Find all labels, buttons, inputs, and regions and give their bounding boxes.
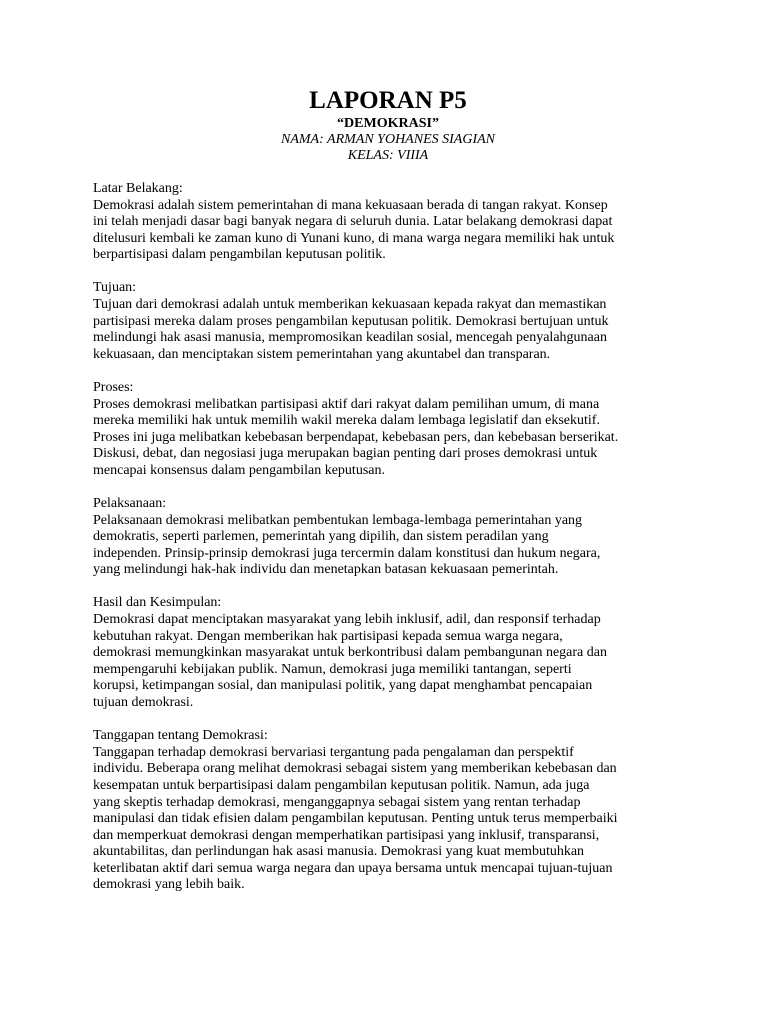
section-heading: Pelaksanaan: [93, 496, 167, 511]
section-paragraph [93, 397, 683, 480]
paragraph-line: yang melindungi hak-hak individu dan menetapkan batasan kekuasaan pemerintah. [93, 562, 559, 578]
section-heading: Tujuan: [93, 280, 137, 296]
paragraph-line: ini telah menjadi dasar bagi banyak negara di seluruh dunia. Latar belakang demokrasi dapat [93, 214, 613, 230]
paragraph-line: Tanggapan terhadap demokrasi bervariasi tergantung pada pengalaman dan perspektif [93, 744, 574, 760]
paragraph-line: Pelaksanaan demokrasi melibatkan pembentukan lembaga-lembaga pemerintahan yang [93, 512, 583, 528]
paragraph-line: tujuan demokrasi. [93, 695, 194, 711]
section-heading: Tanggapan tentang Demokrasi: [93, 728, 268, 744]
paragraph-line: Demokrasi dapat menciptakan masyarakat yang lebih inklusif, adil, dan responsif terhadap [93, 612, 601, 628]
section-heading: Proses: [93, 379, 134, 395]
paragraph-line: berpartisipasi dalam pengambilan keputusan politik. [93, 247, 386, 263]
paragraph-line: yang skeptis terhadap demokrasi, menganggapnya sebagai sistem yang rentan terhadap [93, 794, 581, 810]
section-heading: Latar Belakang: [93, 181, 183, 196]
section-paragraph [93, 198, 683, 264]
paragraph-line: partisipasi mereka dalam proses pengambilan keputusan politik. Demokrasi bertujuan untuk [93, 313, 609, 329]
paragraph-line: kebutuhan rakyat. Dengan memberikan hak partisipasi kepada semua warga negara, [93, 628, 563, 644]
paragraph-line: Diskusi, debat, dan negosiasi juga merupakan bagian penting dari proses demokrasi untuk [93, 446, 598, 462]
section-paragraph [93, 612, 683, 712]
section-paragraph [93, 745, 683, 894]
student-class: KELAS: VIIIA [347, 148, 429, 163]
paragraph-line: demokratis, seperti parlemen, pemerintah yang dipilih, dan sistem peradilan yang [93, 529, 549, 545]
paragraph-line: keterlibatan aktif dari semua warga negara dan upaya bersama untuk mencapai tujuan-tujuan [93, 860, 613, 876]
paragraph-line: mencapai konsensus dalam pengambilan keputusan. [93, 462, 385, 478]
paragraph-line: Proses demokrasi melibatkan partisipasi aktif dari rakyat dalam pemilihan umum, di mana [93, 396, 600, 412]
section-1 [93, 280, 683, 363]
paragraph-line: korupsi, ketimpangan sosial, dan manipulasi politik, yang dapat menghambat pencapaian [93, 678, 593, 694]
document-subtitle: “DEMOKRASI” [337, 116, 439, 131]
document-header [93, 86, 683, 164]
paragraph-line: demokrasi yang lebih baik. [93, 877, 245, 893]
paragraph-line: kekuasaan, dan menciptakan sistem pemerintahan yang akuntabel dan transparan. [93, 346, 551, 362]
document-page [93, 86, 683, 894]
paragraph-line: dan memperkuat demokrasi dengan memperhatikan partisipasi yang inklusif, transparansi, [93, 827, 600, 843]
document-body [93, 181, 683, 894]
paragraph-line: Demokrasi adalah sistem pemerintahan di mana kekuasaan berada di tangan rakyat. Konsep [93, 197, 608, 213]
section-2 [93, 380, 683, 480]
student-name: NAMA: ARMAN YOHANES SIAGIAN [281, 132, 495, 147]
paragraph-line: melindungi hak asasi manusia, mempromosikan keadilan sosial, mencegah penyalahgunaan [93, 330, 607, 346]
paragraph-line: independen. Prinsip-prinsip demokrasi juga tercermin dalam konstitusi dan hukum negara, [93, 545, 601, 561]
paragraph-line: akuntabilitas, dan perlindungan hak asasi manusia. Demokrasi yang kuat membutuhkan [93, 844, 585, 860]
section-4 [93, 595, 683, 711]
paragraph-line: mempengaruhi kebijakan publik. Namun, demokrasi juga memiliki tantangan, seperti [93, 661, 572, 677]
document-title: LAPORAN P5 [309, 87, 467, 114]
paragraph-line: demokrasi memungkinkan masyarakat untuk berkontribusi dalam pembangunan negara dan [93, 645, 607, 661]
paragraph-line: kesempatan untuk berpartisipasi dalam pengambilan keputusan politik. Namun, ada juga [93, 777, 590, 793]
section-paragraph [93, 513, 683, 579]
section-0 [93, 181, 683, 264]
paragraph-line: ditelusuri kembali ke zaman kuno di Yunani kuno, di mana warga negara memiliki hak untuk [93, 230, 615, 246]
section-paragraph [93, 297, 683, 363]
section-3 [93, 496, 683, 579]
paragraph-line: individu. Beberapa orang melihat demokrasi sebagai sistem yang memberikan kebebasan dan [93, 761, 617, 777]
paragraph-line: Proses ini juga melibatkan kebebasan berpendapat, kebebasan pers, dan kebebasan berserikat. [93, 429, 619, 445]
paragraph-line: manipulasi dan tidak efisien dalam pengambilan keputusan. Penting untuk terus memperbaiki [93, 811, 618, 827]
section-heading: Hasil dan Kesimpulan: [93, 595, 222, 611]
paragraph-line: Tujuan dari demokrasi adalah untuk memberikan kekuasaan kepada rakyat dan memastikan [93, 297, 607, 313]
paragraph-line: mereka memiliki hak untuk memilih wakil mereka dalam lembaga legislatif dan eksekutif. [93, 413, 600, 429]
section-5 [93, 728, 683, 894]
